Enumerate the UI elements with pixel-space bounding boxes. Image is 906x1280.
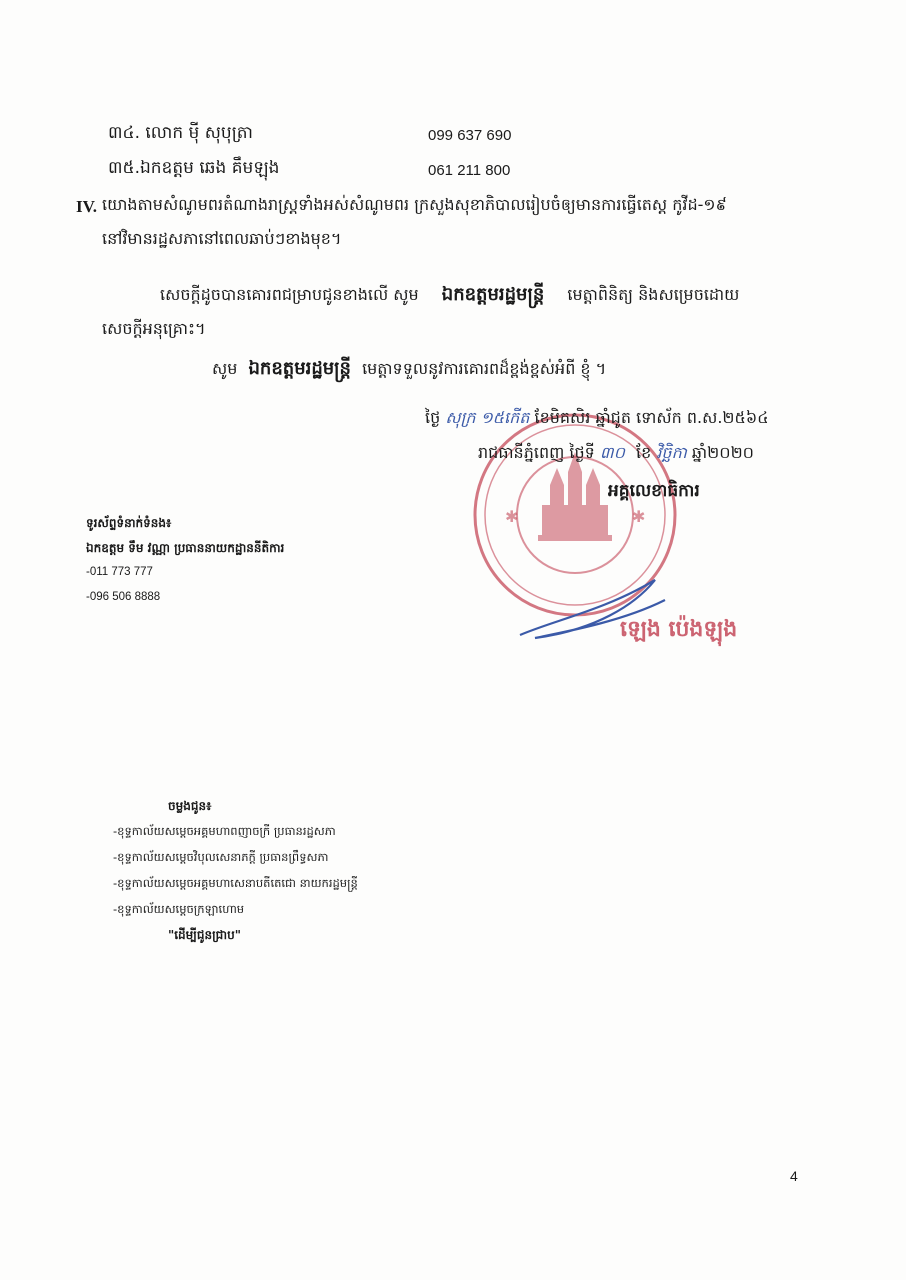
signatory-name: ឡេង ប៉េងឡុង bbox=[620, 617, 738, 642]
lunar-rest: ខែមិគសិរ ឆ្នាំជូត ទោស័ក ព.ស.២៥៦៤ bbox=[534, 408, 769, 427]
para1-post: មេត្តាពិនិត្យ និងសម្រេចដោយ bbox=[567, 285, 740, 304]
cc-item: -ខុទ្ទកាល័យសម្តេចអគ្គមហាពញាចក្រី ប្រធានរដ្ឋសភា bbox=[113, 824, 336, 838]
contact-35-label: ៣៥.ឯកឧត្តម ឆេង គឹមឡុង bbox=[108, 158, 280, 178]
lunar-handwritten: សុក្រ ១៥កើត bbox=[445, 408, 530, 427]
signatory-title: អគ្គលេខាធិការ bbox=[608, 481, 700, 501]
page-number: 4 bbox=[790, 1168, 798, 1184]
section-numeral: IV. bbox=[76, 197, 97, 216]
para2-post: មេត្តាទទួលនូវការគោរពដ៏ខ្ពង់ខ្ពស់អំពី ខ្ញុំ ។ bbox=[362, 359, 607, 378]
solar-day-handwritten: ៣០ bbox=[599, 443, 625, 462]
section-4-line2: នៅវិមានរដ្ឋសភានៅពេលឆាប់ៗខាងមុខ។ bbox=[102, 229, 342, 248]
solar-year: ឆ្នាំ២០២០ bbox=[691, 443, 754, 462]
solar-month-handwritten: វិច្ឆិកា bbox=[656, 443, 687, 462]
para2 bbox=[212, 356, 606, 383]
svg-text:✱: ✱ bbox=[632, 507, 646, 526]
svg-text:✱: ✱ bbox=[505, 507, 519, 526]
solar-date bbox=[478, 442, 754, 466]
contact-35-phone: 061 211 800 bbox=[428, 162, 511, 179]
cc-item: -ខុទ្ទកាល័យសម្តេចក្រឡាហោម bbox=[113, 902, 245, 916]
cc-footer: "ដើម្បីជូនជ្រាប" bbox=[168, 928, 241, 942]
cc-heading: ចម្លងជូន៖ bbox=[168, 799, 212, 813]
contact-person: ឯកឧត្តម ទឹម វណ្ណា ប្រធាននាយកដ្ឋាននីតិការ bbox=[86, 541, 285, 555]
cc-item: -ខុទ្ទកាល័យសម្តេចអគ្គមហាសេនាបតីតេជោ នាយករដ្ឋមន្ត្រី bbox=[113, 876, 358, 890]
lunar-date bbox=[425, 407, 769, 431]
para2-pre: សូម bbox=[212, 359, 238, 378]
contact-phone-2: -096 506 8888 bbox=[86, 591, 161, 603]
para1-line1 bbox=[160, 282, 739, 309]
solar-prefix: រាជធានីភ្នំពេញ ថ្ងៃទី bbox=[478, 443, 595, 462]
contact-34-phone: 099 637 690 bbox=[428, 127, 512, 144]
section-4-line1: យោងតាមសំណូមពរតំណាងរាស្ត្រទាំងអស់សំណូមពរ ក្រសួងសុខាភិបាលរៀបចំឲ្យមានការធ្វើតេស្ត កូវីដ-១៩ bbox=[102, 195, 727, 214]
contact-phone-1: -011 773 777 bbox=[86, 566, 153, 578]
para2-bold: ឯកឧត្តមរដ្ឋមន្ត្រី bbox=[248, 358, 351, 379]
lunar-prefix: ថ្ងៃ bbox=[425, 408, 441, 427]
contact-heading: ទូរស័ព្ទទំនាក់ទំនង៖ bbox=[86, 516, 172, 530]
para1-pre: សេចក្តីដូចបានគោរពជម្រាបជូនខាងលើ សូម bbox=[160, 285, 419, 304]
cc-item: -ខុទ្ទកាល័យសម្តេចវិបុលសេនាភក្តី ប្រធានព្រឹទ្ធសភា bbox=[113, 850, 329, 864]
solar-month-prefix: ខែ bbox=[636, 443, 652, 462]
contact-34-label: ៣៤. លោក ម៉ី សុបុត្រា bbox=[108, 123, 253, 143]
para1-line2: សេចក្តីអនុគ្រោះ។ bbox=[102, 319, 206, 338]
para1-bold: ឯកឧត្តមរដ្ឋមន្ត្រី bbox=[441, 284, 545, 305]
